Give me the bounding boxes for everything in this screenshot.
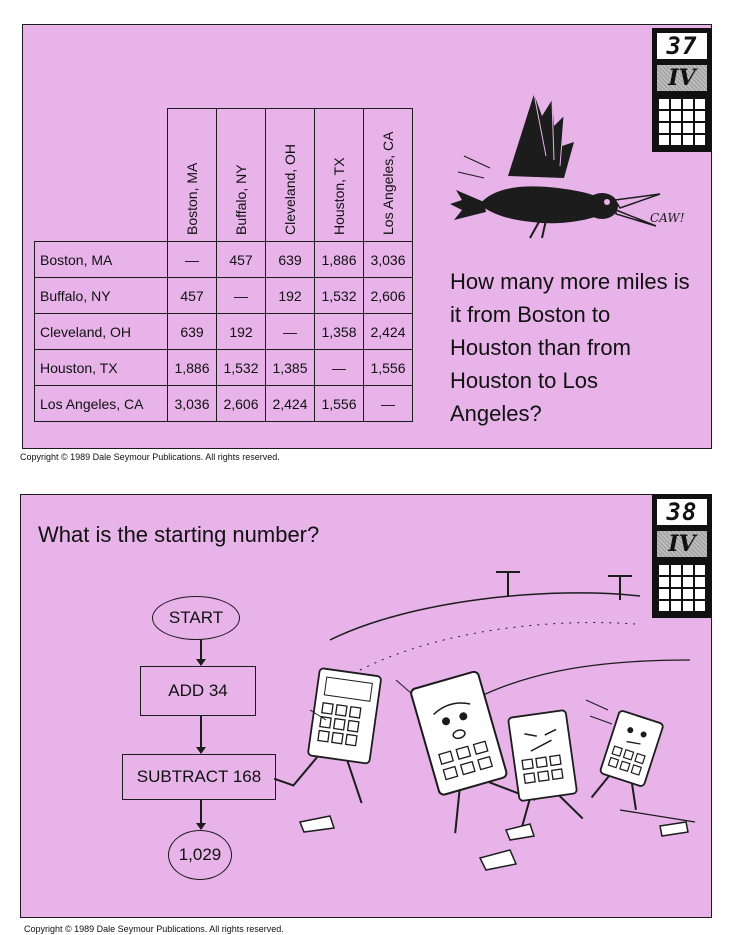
running-calculators-illustration	[290, 560, 700, 890]
caw-text: CAW!	[650, 211, 685, 225]
row-header: Buffalo, NY	[35, 278, 168, 314]
table-cell: 457	[168, 278, 217, 314]
card-number: 38	[657, 499, 707, 525]
table-cell: 1,886	[168, 350, 217, 386]
table-cell: —	[168, 242, 217, 278]
table-row	[35, 350, 413, 386]
flowchart-arrow	[200, 800, 202, 829]
column-header: Buffalo, NY	[217, 109, 266, 242]
table-cell: 3,036	[364, 242, 413, 278]
table-cell: 192	[266, 278, 315, 314]
card-level: IV	[657, 65, 707, 91]
table-cell: 2,424	[266, 386, 315, 422]
copyright-text: Copyright © 1989 Dale Seymour Publications. All rights reserved.	[20, 452, 280, 462]
table-cell: 457	[217, 242, 266, 278]
table-cell: 3,036	[168, 386, 217, 422]
table-cell: 192	[217, 314, 266, 350]
flowchart-start: START	[152, 596, 240, 640]
copyright-text: Copyright © 1989 Dale Seymour Publications. All rights reserved.	[24, 924, 284, 934]
flowchart-end: 1,029	[168, 830, 232, 880]
table-cell: 1,532	[315, 278, 364, 314]
distance-table	[34, 108, 413, 422]
table-cell: 1,358	[315, 314, 364, 350]
question-text: How many more miles is it from Boston to Houston than from Houston to Los Angeles?	[450, 269, 690, 426]
flowchart-add-step: ADD 34	[140, 666, 256, 716]
flowchart-arrow	[200, 640, 202, 665]
flowchart-subtract-step: SUBTRACT 168	[122, 754, 276, 800]
crow-illustration	[450, 86, 690, 246]
flowchart-arrow	[200, 716, 202, 753]
table-cell: 1,532	[217, 350, 266, 386]
row-header: Cleveland, OH	[35, 314, 168, 350]
column-header: Houston, TX	[315, 109, 364, 242]
table-cell: 1,556	[315, 386, 364, 422]
table-cell: 1,385	[266, 350, 315, 386]
card-number: 37	[657, 33, 707, 59]
table-cell: 2,424	[364, 314, 413, 350]
table-cell: —	[315, 350, 364, 386]
table-cell: 639	[266, 242, 315, 278]
table-row	[35, 386, 413, 422]
question-text: What is the starting number?	[38, 522, 320, 547]
table-row	[35, 314, 413, 350]
table-cell: 1,886	[315, 242, 364, 278]
table-cell: —	[364, 386, 413, 422]
table-cell: —	[217, 278, 266, 314]
table-cell: —	[266, 314, 315, 350]
table-cell: 639	[168, 314, 217, 350]
table-row	[35, 242, 413, 278]
column-header: Cleveland, OH	[266, 109, 315, 242]
table-corner	[35, 109, 168, 242]
row-header: Boston, MA	[35, 242, 168, 278]
table-cell: 2,606	[364, 278, 413, 314]
table-cell: 2,606	[217, 386, 266, 422]
table-row	[35, 278, 413, 314]
row-header: Houston, TX	[35, 350, 168, 386]
card-level: IV	[657, 531, 707, 557]
column-header: Boston, MA	[168, 109, 217, 242]
row-header: Los Angeles, CA	[35, 386, 168, 422]
table-cell: 1,556	[364, 350, 413, 386]
column-header: Los Angeles, CA	[364, 109, 413, 242]
